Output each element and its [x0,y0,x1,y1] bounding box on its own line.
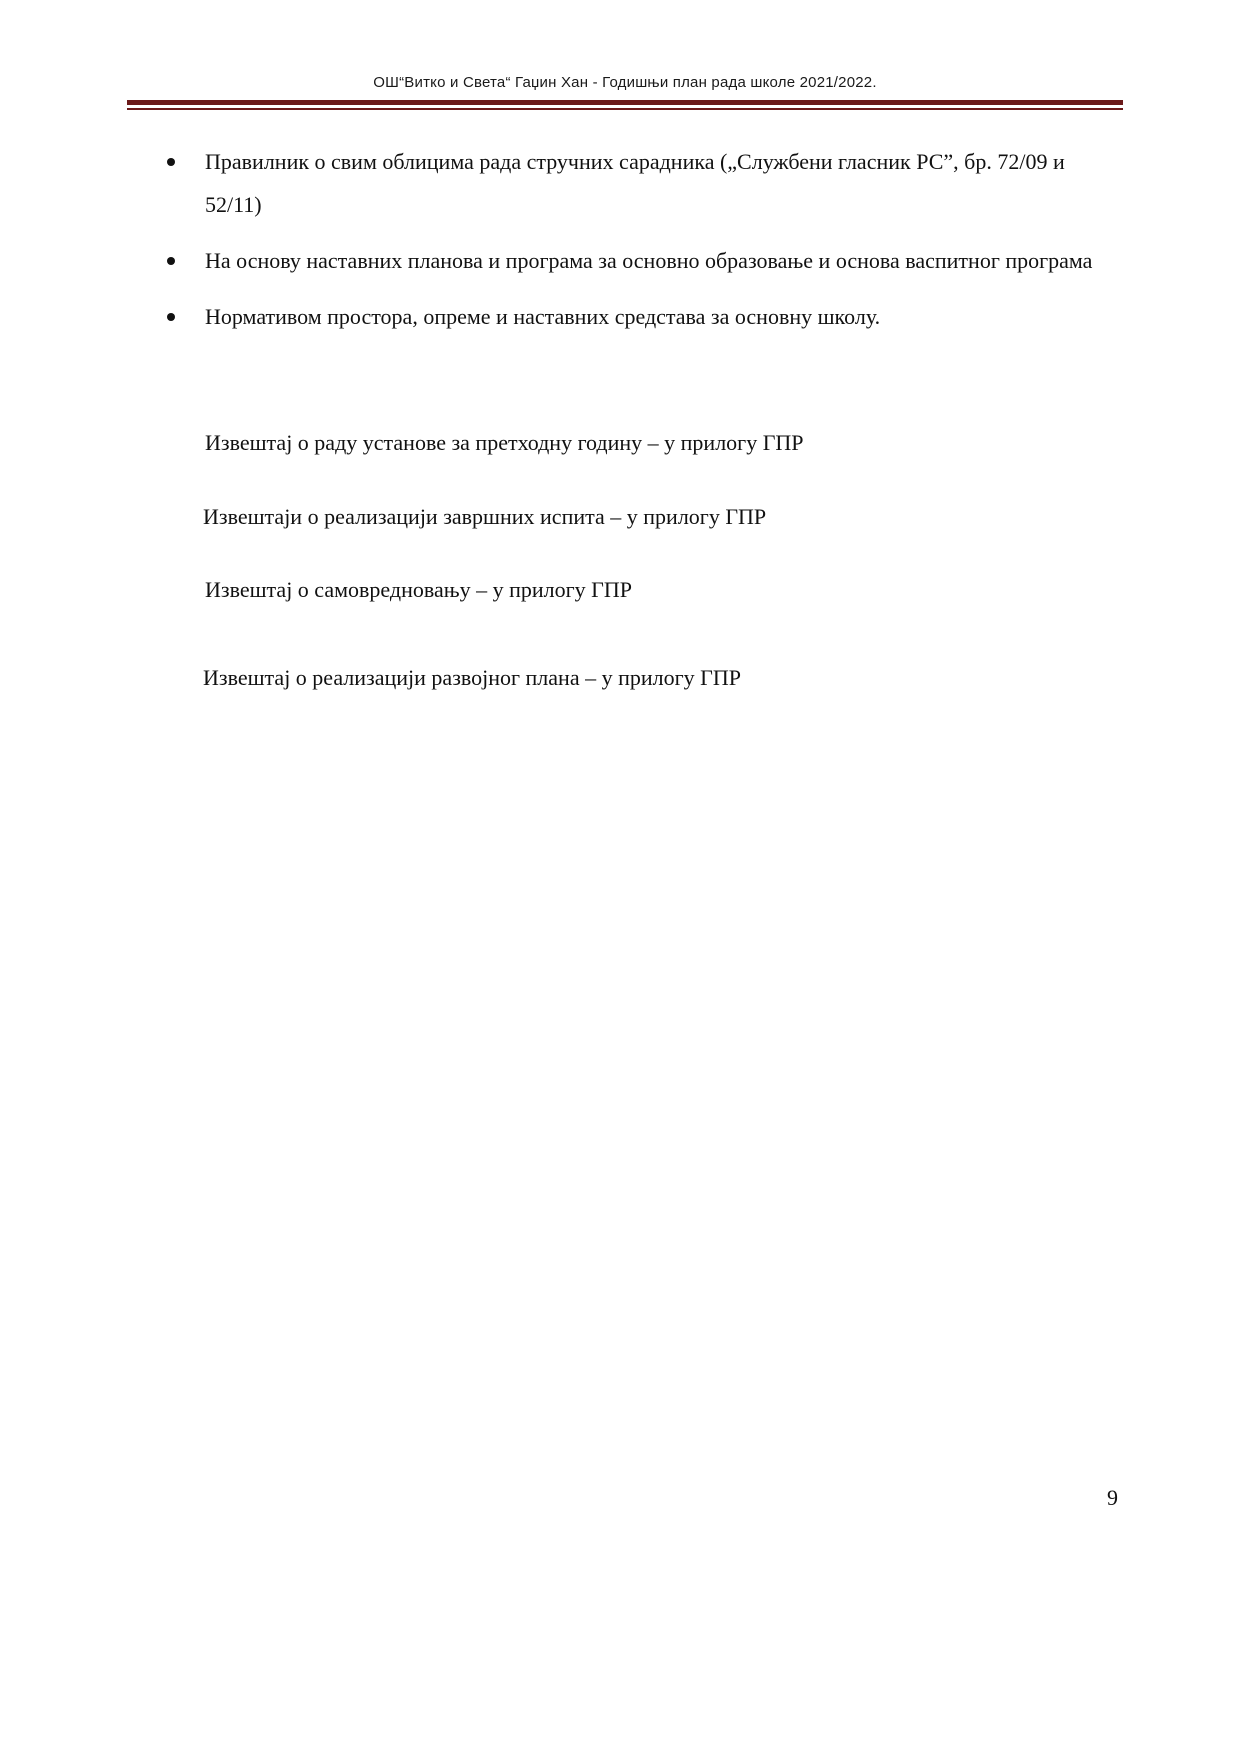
page-header [127,70,1123,112]
bullet-icon [167,313,175,321]
report-self-evaluation: Извештај о самовредновању – у прилогу ГПР [205,577,633,602]
page-number: 9 [1107,1485,1118,1510]
header-rule-thin [127,108,1123,110]
report-previous-year: Извештај о раду установе за претходну годину – у прилогу ГПР [205,430,804,455]
report-development-plan: Извештај о реализацији развојног плана – у прилогу ГПР [203,665,741,690]
header-rule-thick [127,100,1123,105]
list-item [165,239,1125,282]
list-item [165,295,1125,338]
list-item [165,140,1125,226]
report-final-exams: Извештаји о реализацији завршних испита – у прилогу ГПР [203,504,767,529]
list-item-text: Нормативом простора, опреме и наставних средстава за основну школу. [205,304,881,329]
header-title: ОШ“Витко и Света“ Гаџин Хан - Годишњи план рада школе 2021/2022. [373,74,877,91]
bullet-icon [167,257,175,265]
bullet-list [165,140,1125,351]
bullet-icon [167,158,175,166]
list-item-text: Правилник о свим облицима рада стручних сарадника („Службени гласник РС”, бр. 72/09 и 52/11) [205,149,1065,217]
list-item-text: На основу наставних планова и програма за основно образовање и основа васпитног програма [205,248,1093,273]
